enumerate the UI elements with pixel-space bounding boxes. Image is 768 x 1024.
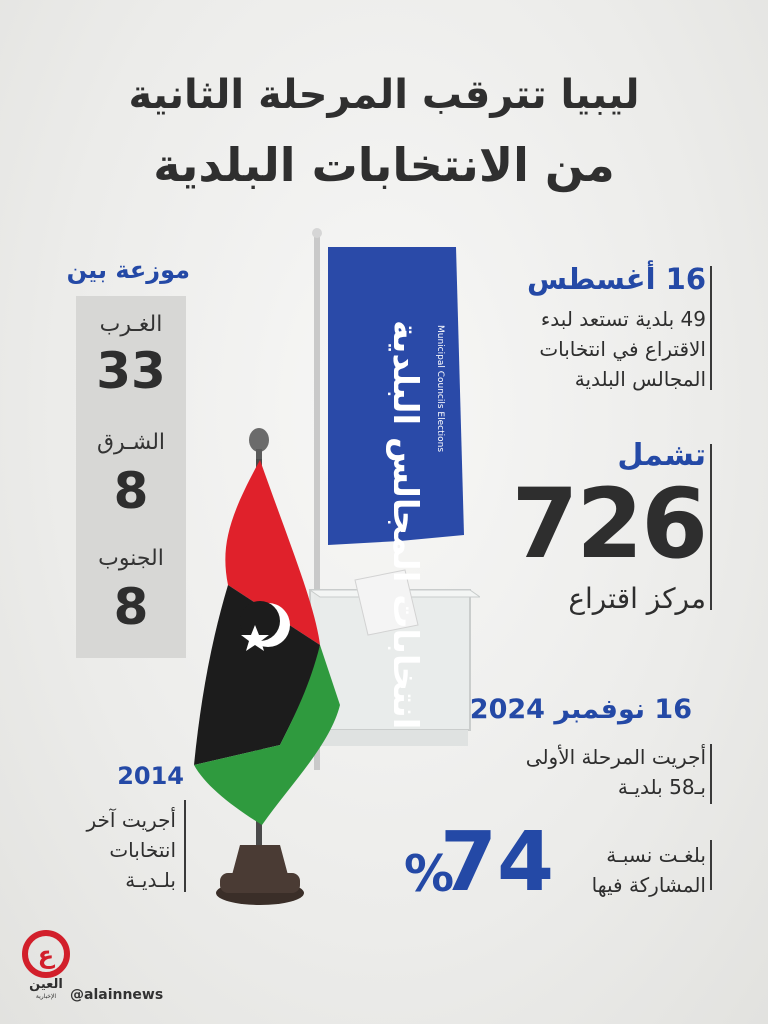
election-illustration [180,225,480,925]
august-divider [710,266,712,390]
headline-line-2: من الانتخابات البلدية [153,138,615,192]
participation-line-1: بلغـت نسبـة [606,843,706,867]
august-line-3: المجالس البلدية [574,367,706,391]
november-date: 16 نوفمبر 2024 [469,694,692,725]
logo-text: العين [29,977,63,992]
alain-logo [18,930,74,1000]
polling-centers-label: مركز اقتراع [568,582,706,615]
november-line-2: بـ58 بلديـة [617,775,706,799]
social-handle: @alainnews [70,987,164,1003]
polling-centers-count: 726 [511,468,706,580]
last-election-line-1: أجريت آخر [86,808,176,832]
includes-label: تشمل [617,438,706,473]
participation-line-2: المشاركة فيها [591,873,706,897]
last-election-line-3: بلـديـة [125,868,176,892]
last-election-year: 2014 [117,762,184,790]
region-west-name: الغـرب [99,312,163,337]
percent-sign: % [404,845,455,903]
region-south-name: الجنوب [98,546,164,571]
logo-subtext: الإخبارية [35,993,57,1000]
svg-text:ع: ع [37,941,55,969]
distribution-panel [76,296,186,658]
november-divider [710,744,712,804]
region-south-count: 8 [113,578,149,636]
august-line-1: 49 بلدية تستعد لبدء [540,307,706,331]
last-election-line-2: انتخابات [109,838,176,862]
participation-divider [710,840,712,890]
region-east-count: 8 [113,462,149,520]
august-line-2: الاقتراع في انتخابات [539,337,706,361]
region-east-name: الشـرق [96,430,166,455]
august-date: 16 أغسطس [527,262,706,296]
participation-rate: 74 [440,815,555,910]
region-west-count: 33 [96,342,166,400]
last-election-description [26,805,176,895]
august-description [446,304,706,394]
banner-arabic-text: انتخابات المجالس البلدية [385,320,425,730]
november-line-1: أجريت المرحلة الأولى [525,745,706,769]
last-election-divider [184,800,186,892]
includes-divider [710,444,712,610]
distribution-label: موزعة بين [66,256,190,284]
headline-line-1: ليبيا تترقب المرحلة الثانية [128,72,640,118]
banner-english-text: Municipal Councils Elections [435,325,445,453]
november-description [466,742,706,802]
